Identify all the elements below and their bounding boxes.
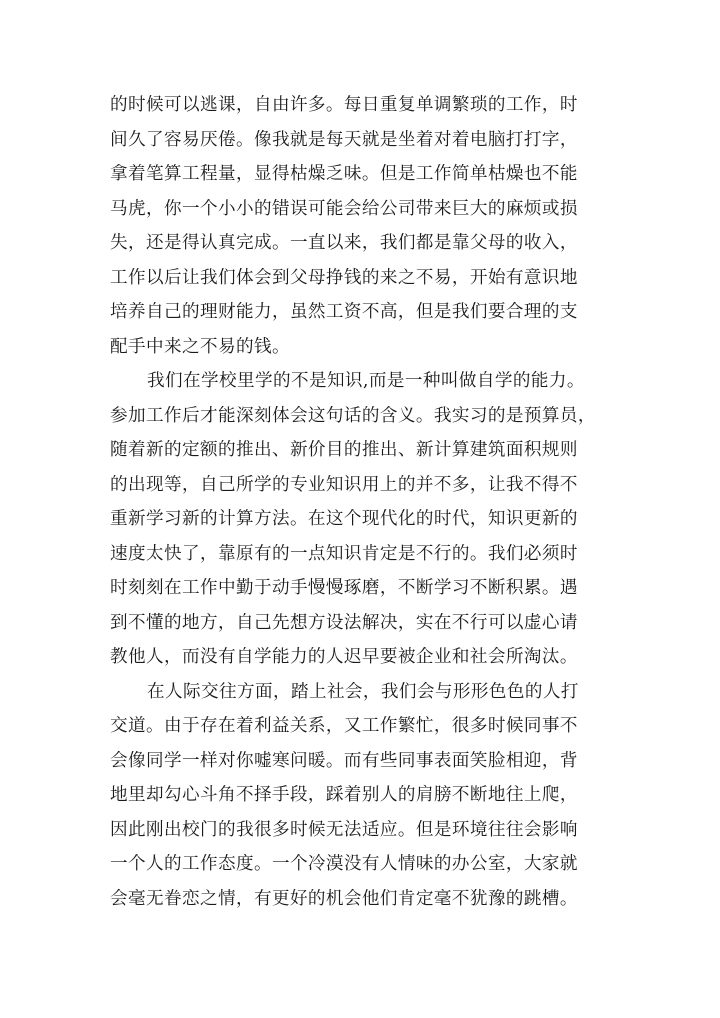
text-line: 我们在学校里学的不是知识,而是一种叫做自学的能力。 (147, 371, 585, 391)
text-line: 教他人，而没有自学能力的人迟早要被企业和社会所淘汰。 (110, 647, 578, 667)
text-line: 配手中来之不易的钱。 (110, 336, 290, 357)
text-line: 交道。由于存在着利益关系，又工作繁忙，很多时候同事不 (110, 716, 578, 736)
text-line: 培养自己的理财能力，虽然工资不高，但是我们要合理的支 (110, 302, 578, 322)
text-line: 拿着笔算工程量，显得枯燥乏味。但是工作简单枯燥也不能 (110, 164, 578, 184)
text-line: 工作以后让我们体会到父母挣钱的来之不易，开始有意识地 (110, 267, 578, 288)
text-line: 因此刚出校门的我很多时候无法适应。但是环境往往会影响 (110, 819, 578, 840)
text-line: 的时候可以逃课，自由许多。每日重复单调繁琐的工作，时 (110, 95, 578, 115)
text-line: 一个人的工作态度。一个冷漠没有人情味的办公室，大家就 (110, 854, 578, 874)
paragraph-2 (110, 364, 710, 675)
text-line: 会像同学一样对你嘘寒问暖。而有些同事表面笑脸相迎，背 (110, 750, 578, 771)
text-line: 在人际交往方面，踏上社会，我们会与形形色色的人打 (147, 681, 579, 702)
text-line: 会毫无眷恋之情，有更好的机会他们肯定毫不犹豫的跳槽。 (110, 888, 578, 909)
text-line: 时刻刻在工作中勤于动手慢慢琢磨，不断学习不断积累。遇 (110, 578, 578, 598)
text-line: 随着新的定额的推出、新价目的推出、新计算建筑面积规则 (110, 440, 578, 460)
body-text (110, 88, 710, 916)
text-line: 失，还是得认真完成。一直以来，我们都是靠父母的收入， (110, 233, 578, 253)
text-line: 的出现等，自己所学的专业知识用上的并不多，让我不得不 (110, 474, 578, 495)
text-line: 重新学习新的计算方法。在这个现代化的时代，知识更新的 (110, 509, 578, 529)
text-line: 地里却勾心斗角不择手段，踩着别人的肩膀不断地往上爬， (110, 785, 578, 805)
paragraph-3 (110, 675, 710, 917)
text-line: 间久了容易厌倦。像我就是每天就是坐着对着电脑打打字， (110, 129, 578, 150)
text-line: 速度太快了，靠原有的一点知识肯定是不行的。我们必须时 (110, 543, 578, 564)
text-line: 参加工作后才能深刻体会这句话的含义。我实习的是预算员， (110, 405, 596, 426)
text-line: 马虎，你一个小小的错误可能会给公司带来巨大的麻烦或损 (110, 198, 578, 219)
paragraph-1 (110, 88, 710, 364)
text-line: 到不懂的地方，自己先想方设法解决，实在不行可以虚心请 (110, 612, 578, 633)
